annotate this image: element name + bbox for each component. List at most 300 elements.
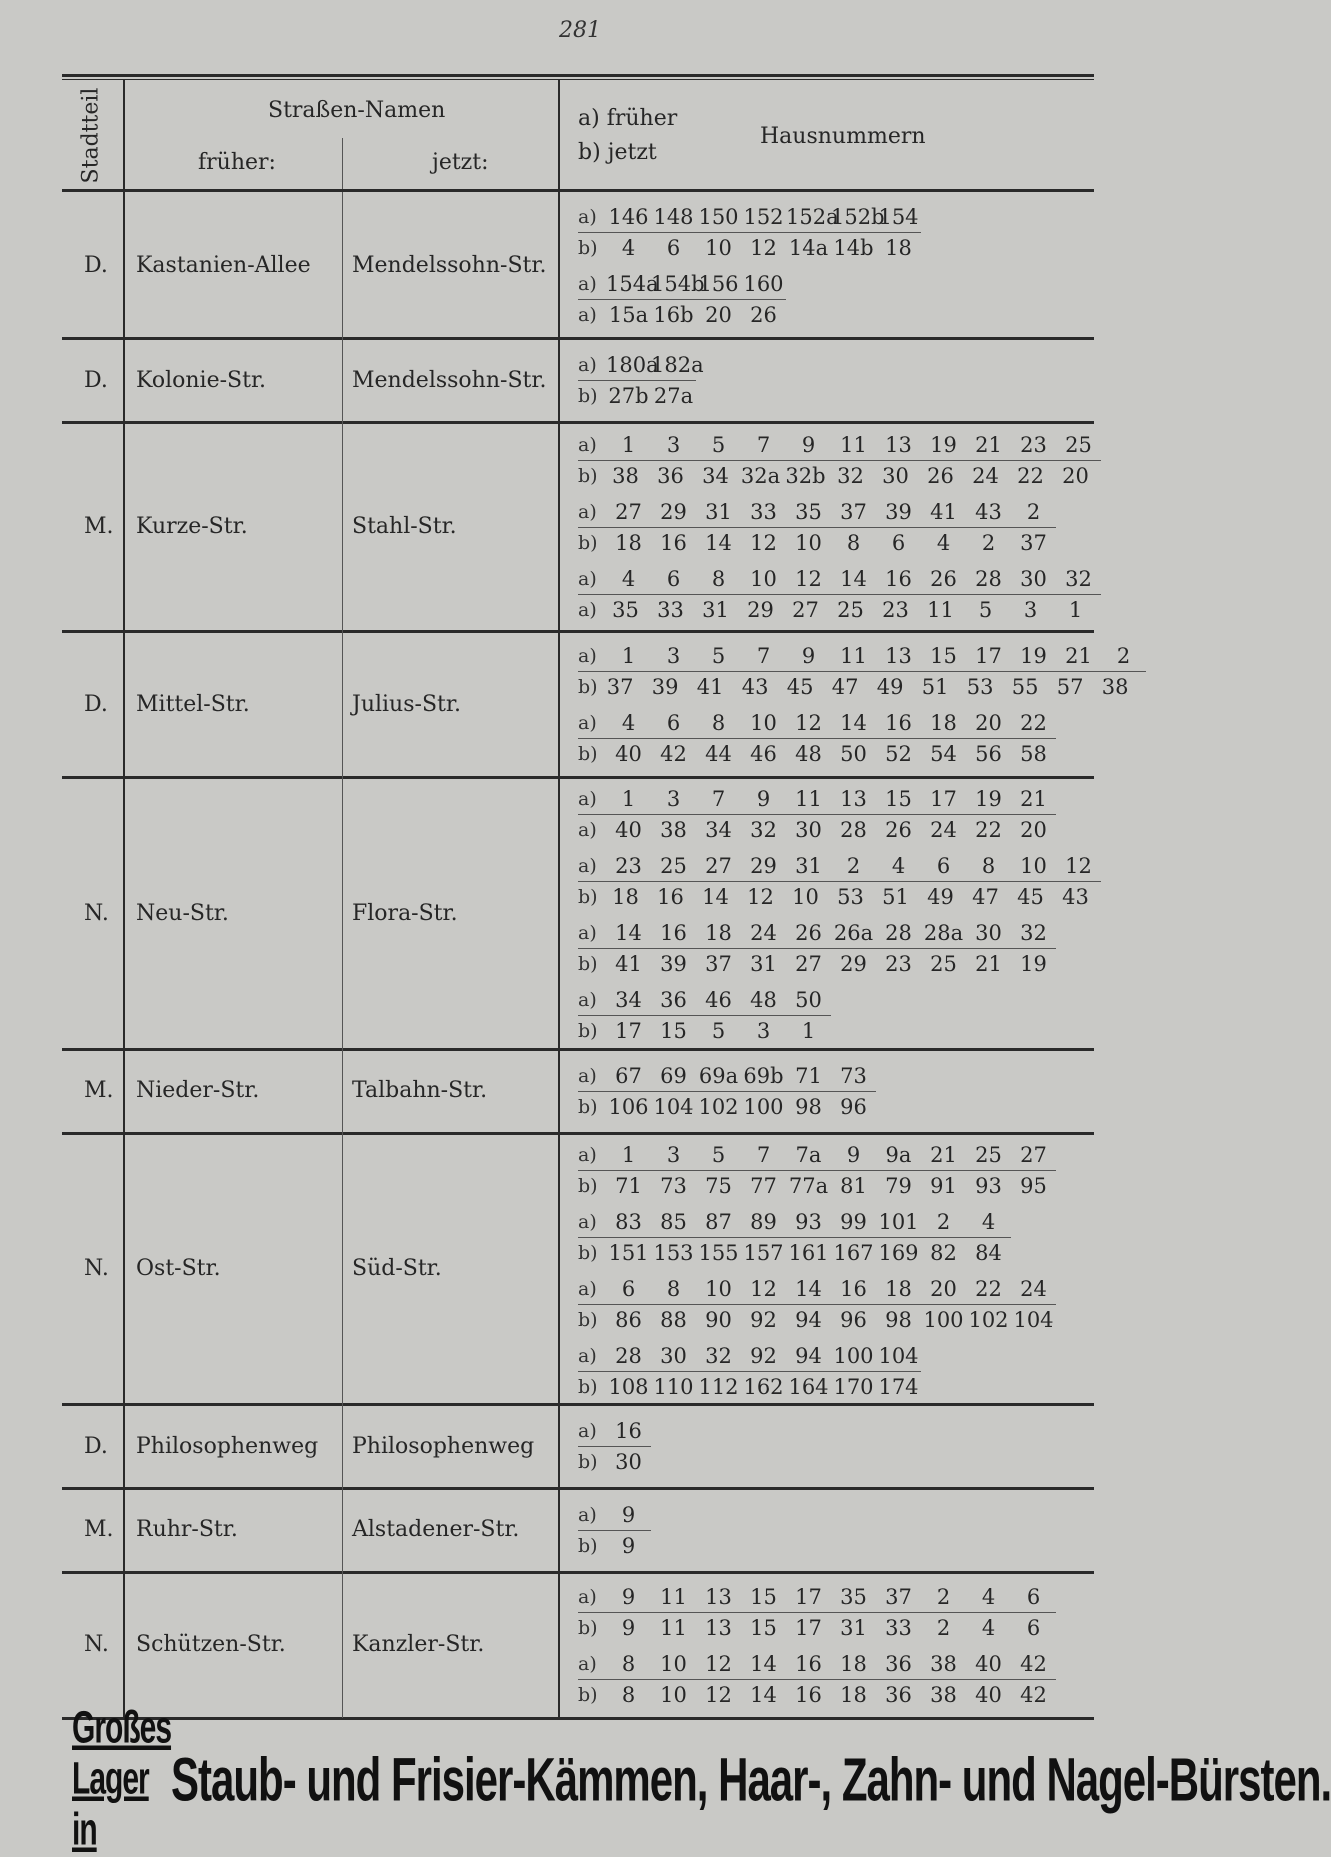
former-street-name: Kolonie-Str.: [136, 367, 267, 393]
house-number: 44: [705, 742, 732, 767]
house-number: 25: [930, 952, 957, 977]
banner-lead-text: Großes Lager in: [72, 1703, 172, 1855]
row-label-b: a): [578, 304, 597, 327]
house-number: 36: [885, 1651, 912, 1676]
house-number: 13: [840, 787, 867, 812]
house-number: 51: [921, 675, 949, 700]
house-number: 83: [615, 1209, 642, 1234]
house-number: 27b: [608, 384, 649, 409]
banner-main-text: Staub- und Frisier-Kämmen, Haar-, Zahn- und Nagel-Bürsten.: [171, 1745, 1331, 1814]
house-number: 37: [1020, 531, 1047, 556]
row-label-a: a): [578, 354, 597, 377]
current-street-name: Flora-Str.: [352, 900, 458, 926]
house-number: 12: [795, 567, 822, 592]
house-number: 5: [978, 598, 993, 623]
house-number: 15: [750, 1615, 777, 1640]
current-numbers-row: [578, 1447, 1098, 1477]
house-number: 40: [975, 1651, 1002, 1676]
current-numbers-row: [578, 1372, 1098, 1402]
house-number: 17: [615, 1019, 642, 1044]
house-number: 43: [975, 500, 1002, 525]
house-number: 30: [795, 818, 822, 843]
house-number: 164: [788, 1374, 829, 1399]
house-number: 14: [750, 1651, 777, 1676]
current-numbers-row: [578, 1680, 1098, 1710]
house-number: 12: [750, 236, 777, 261]
house-number: 108: [608, 1374, 649, 1399]
house-number: 35: [612, 598, 639, 623]
district-cell: D.: [84, 367, 108, 393]
row-label-b: b): [578, 1020, 598, 1043]
house-number: 29: [660, 500, 687, 525]
row-label-a: a): [578, 788, 597, 811]
house-number: 73: [840, 1063, 867, 1088]
row-label-a: a): [578, 1585, 597, 1608]
row-label-b: b): [578, 1241, 598, 1264]
house-number: 9: [621, 1502, 636, 1527]
row-label-b: a): [578, 599, 597, 622]
house-number: 99: [840, 1209, 867, 1234]
current-numbers-row: [578, 1238, 1098, 1268]
house-number: 18: [885, 236, 912, 261]
district-cell: D.: [84, 691, 108, 717]
house-number: 162: [743, 1374, 784, 1399]
current-numbers-row: [578, 949, 1098, 979]
house-number: 8: [621, 1651, 636, 1676]
house-number: 24: [930, 818, 957, 843]
house-number: 6: [621, 1276, 636, 1301]
column-divider-former-current: [342, 192, 343, 1718]
house-number: 4: [936, 531, 951, 556]
former-numbers-row: [578, 1274, 1056, 1305]
current-numbers-row: [578, 672, 1129, 702]
former-numbers-row: [578, 1500, 651, 1531]
house-number: 9: [801, 433, 816, 458]
row-label-b: b): [578, 532, 598, 555]
house-number: 5: [711, 433, 726, 458]
house-number: 28: [840, 818, 867, 843]
house-numbers-block: [578, 430, 1098, 625]
house-number: 170: [833, 1374, 874, 1399]
house-numbers-block: [578, 784, 1098, 1046]
column-divider-district: [123, 80, 125, 1718]
house-number: 180a: [606, 353, 659, 378]
house-number: 19: [975, 787, 1002, 812]
house-numbers-header: Hausnummern: [760, 124, 926, 149]
house-number: 32: [750, 818, 777, 843]
former-street-name: Nieder-Str.: [136, 1078, 260, 1104]
former-numbers-row: [578, 641, 1146, 672]
house-number: 4: [981, 1584, 996, 1609]
house-number: 36: [660, 988, 687, 1013]
row-divider: [62, 1717, 1094, 1720]
a-former-header: a) früher: [578, 106, 678, 131]
district-cell: M.: [84, 513, 114, 539]
house-number: 10: [750, 711, 777, 736]
house-number: 10: [1020, 854, 1047, 879]
current-numbers-row: [578, 739, 1098, 769]
house-number: 24: [1020, 1276, 1047, 1301]
row-divider: [62, 1048, 1094, 1051]
current-numbers-row: [578, 1613, 1098, 1643]
former-street-name: Schützen-Str.: [136, 1632, 286, 1658]
house-numbers-block: [578, 1140, 1098, 1402]
house-number: 15: [885, 787, 912, 812]
row-label-a: a): [578, 1143, 597, 1166]
house-number: 37: [705, 952, 732, 977]
house-number: 16: [885, 711, 912, 736]
house-number: 25: [1065, 433, 1092, 458]
row-divider: [62, 1403, 1094, 1406]
house-number: 102: [698, 1094, 739, 1119]
house-numbers-block: [578, 1582, 1098, 1710]
row-label-b: b): [578, 1095, 598, 1118]
house-number: 22: [1017, 464, 1044, 489]
former-numbers-row: [578, 1416, 651, 1447]
house-number: 38: [930, 1682, 957, 1707]
advertisement-banner: [72, 1703, 1331, 1855]
district-cell: N.: [84, 1632, 109, 1658]
former-street-name: Neu-Str.: [136, 900, 229, 926]
house-number: 41: [930, 500, 957, 525]
house-number: 7: [756, 1142, 771, 1167]
house-number: 10: [705, 1276, 732, 1301]
house-number: 28: [615, 1343, 642, 1368]
house-number: 35: [840, 1584, 867, 1609]
house-number: 96: [840, 1307, 867, 1332]
house-number: 18: [705, 921, 732, 946]
house-number: 6: [1026, 1615, 1041, 1640]
house-number: 16: [840, 1276, 867, 1301]
house-number: 150: [698, 205, 739, 230]
row-label-b: b): [578, 385, 598, 408]
house-number: 71: [615, 1173, 642, 1198]
former-street-name: Philosophenweg: [136, 1433, 319, 1459]
house-number: 26: [930, 567, 957, 592]
house-numbers-block: [578, 350, 1098, 411]
row-divider: [62, 337, 1094, 340]
row-label-a: a): [578, 922, 597, 945]
house-number: 12: [795, 711, 822, 736]
house-number: 16: [885, 567, 912, 592]
house-number: 12: [1065, 854, 1092, 879]
house-number: 27: [795, 952, 822, 977]
house-number: 9: [621, 1615, 636, 1640]
house-number: 24: [750, 921, 777, 946]
house-number: 20: [705, 303, 732, 328]
row-label-a: a): [578, 1503, 597, 1526]
house-number: 40: [615, 818, 642, 843]
house-number: 14: [615, 921, 642, 946]
district-cell: D.: [84, 252, 108, 278]
row-label-a: a): [578, 1210, 597, 1233]
house-number: 11: [660, 1615, 687, 1640]
former-numbers-row: [578, 1061, 876, 1092]
house-number: 69b: [743, 1063, 784, 1088]
house-number: 3: [666, 644, 681, 669]
house-number: 69a: [698, 1063, 739, 1088]
district-cell: N.: [84, 1256, 109, 1282]
current-numbers-row: [578, 528, 1098, 558]
house-number: 104: [1013, 1307, 1054, 1332]
house-number: 154: [878, 205, 919, 230]
house-number: 41: [615, 952, 642, 977]
house-number: 26: [750, 303, 777, 328]
house-number: 5: [711, 644, 726, 669]
house-numbers-block: [578, 641, 1131, 769]
house-number: 20: [975, 711, 1002, 736]
house-number: 12: [747, 885, 774, 910]
house-number: 112: [698, 1374, 739, 1399]
row-label-a: a): [578, 1277, 597, 1300]
house-number: 12: [750, 531, 777, 556]
house-number: 146: [608, 205, 649, 230]
house-number: 32: [1020, 921, 1047, 946]
house-number: 96: [840, 1094, 867, 1119]
house-number: 24: [972, 464, 999, 489]
house-number: 92: [750, 1343, 777, 1368]
former-numbers-row: [578, 784, 1056, 815]
house-number: 30: [882, 464, 909, 489]
house-numbers-block: [578, 1416, 1098, 1477]
house-number: 8: [981, 854, 996, 879]
house-number: 42: [660, 742, 687, 767]
house-number: 26: [795, 921, 822, 946]
house-number: 9: [801, 644, 816, 669]
house-number: 46: [750, 742, 777, 767]
house-number: 82: [930, 1240, 957, 1265]
house-number: 6: [666, 236, 681, 261]
house-number: 26a: [833, 921, 874, 946]
house-number: 7: [756, 644, 771, 669]
former-numbers-row: [578, 497, 1056, 528]
current-numbers-row: [578, 815, 1098, 845]
district-column-header: [62, 82, 120, 188]
house-number: 98: [885, 1307, 912, 1332]
house-number: 47: [831, 675, 859, 700]
district-cell: N.: [84, 900, 109, 926]
house-number: 33: [750, 500, 777, 525]
row-label-b: b): [578, 953, 598, 976]
row-label-a: a): [578, 1064, 597, 1087]
former-numbers-row: [578, 1649, 1056, 1680]
house-number: 38: [1101, 675, 1129, 700]
current-street-name: Alstadener-Str.: [352, 1517, 520, 1543]
house-number: 31: [840, 1615, 867, 1640]
house-number: 8: [846, 531, 861, 556]
house-number: 31: [702, 598, 729, 623]
row-divider: [62, 1132, 1094, 1135]
house-number: 41: [696, 675, 724, 700]
house-number: 14a: [788, 236, 829, 261]
house-number: 39: [885, 500, 912, 525]
row-divider: [62, 1571, 1094, 1574]
former-numbers-row: [578, 851, 1101, 882]
house-number: 43: [1062, 885, 1089, 910]
house-numbers-block: [578, 1500, 1098, 1561]
row-label-a: a): [578, 1344, 597, 1367]
house-number: 94: [795, 1343, 822, 1368]
house-number: 29: [747, 598, 774, 623]
current-street-name: Kanzler-Str.: [352, 1632, 485, 1658]
header-bottom-rule: [62, 189, 1094, 192]
house-number: 9: [846, 1142, 861, 1167]
house-number: 52: [885, 742, 912, 767]
house-number: 3: [1023, 598, 1038, 623]
house-number: 86: [615, 1307, 642, 1332]
row-label-b: b): [578, 886, 598, 909]
row-label-a: a): [578, 1420, 597, 1443]
house-number: 98: [795, 1094, 822, 1119]
house-number: 58: [1020, 742, 1047, 767]
former-street-name: Ruhr-Str.: [136, 1517, 238, 1543]
row-label-a: a): [578, 501, 597, 524]
house-number: 174: [878, 1374, 919, 1399]
house-number: 4: [621, 567, 636, 592]
house-number: 75: [705, 1173, 732, 1198]
former-numbers-row: [578, 1341, 921, 1372]
house-number: 27: [1020, 1142, 1047, 1167]
house-number: 2: [981, 531, 996, 556]
row-label-a: a): [578, 712, 597, 735]
house-number: 50: [840, 742, 867, 767]
house-number: 157: [743, 1240, 784, 1265]
current-numbers-row: [578, 1016, 1098, 1046]
former-street-name: Ost-Str.: [136, 1256, 221, 1282]
row-label-b: b): [578, 1375, 598, 1398]
current-numbers-row: [578, 1305, 1098, 1335]
row-label-b: b): [578, 465, 598, 488]
house-number: 51: [882, 885, 909, 910]
former-street-name: Kastanien-Allee: [136, 252, 311, 278]
house-number: 9: [621, 1533, 636, 1558]
house-number: 31: [750, 952, 777, 977]
current-numbers-row: [578, 381, 1098, 411]
house-number: 100: [743, 1094, 784, 1119]
top-double-rule-inner: [62, 79, 1094, 80]
former-numbers-row: [578, 918, 1056, 949]
house-number: 9: [756, 787, 771, 812]
former-numbers-row: [578, 708, 1056, 739]
house-number: 37: [885, 1584, 912, 1609]
former-numbers-row: [578, 1582, 1056, 1613]
house-number: 18: [885, 1276, 912, 1301]
house-number: 32a: [740, 464, 781, 489]
house-number: 91: [930, 1173, 957, 1198]
house-number: 81: [840, 1173, 867, 1198]
house-number: 7: [756, 433, 771, 458]
row-label-a: a): [578, 568, 597, 591]
house-number: 28: [975, 567, 1002, 592]
house-number: 22: [975, 1276, 1002, 1301]
house-number: 11: [660, 1584, 687, 1609]
house-number: 3: [756, 1019, 771, 1044]
house-number: 15: [660, 1019, 687, 1044]
house-number: 10: [660, 1651, 687, 1676]
house-number: 54: [930, 742, 957, 767]
former-numbers-row: [578, 350, 704, 381]
house-number: 10: [705, 236, 732, 261]
house-number: 1: [621, 787, 636, 812]
house-number: 14: [705, 531, 732, 556]
house-number: 14: [795, 1276, 822, 1301]
current-street-name: Philosophenweg: [352, 1433, 535, 1459]
page-number: 281: [559, 18, 601, 43]
house-number: 14b: [833, 236, 874, 261]
house-number: 13: [885, 644, 912, 669]
house-number: 38: [660, 818, 687, 843]
row-label-b: a): [578, 819, 597, 842]
house-number: 25: [837, 598, 864, 623]
house-number: 17: [795, 1584, 822, 1609]
house-number: 9: [621, 1584, 636, 1609]
house-number: 39: [651, 675, 679, 700]
house-number: 19: [930, 433, 957, 458]
house-number: 151: [608, 1240, 649, 1265]
house-number: 2: [936, 1209, 951, 1234]
row-label-b: b): [578, 1174, 598, 1197]
row-label-b: b): [578, 676, 598, 699]
row-label-b: b): [578, 1451, 598, 1474]
house-number: 17: [795, 1615, 822, 1640]
house-number: 90: [705, 1307, 732, 1332]
house-number: 182a: [651, 353, 704, 378]
house-number: 16: [795, 1651, 822, 1676]
house-number: 154b: [651, 272, 705, 297]
former-header: früher:: [198, 150, 276, 175]
former-numbers-row: [578, 564, 1101, 595]
house-number: 36: [885, 1682, 912, 1707]
row-divider: [62, 1487, 1094, 1490]
former-numbers-row: [578, 1207, 1011, 1238]
house-number: 13: [885, 433, 912, 458]
house-number: 71: [795, 1063, 822, 1088]
house-number: 2: [936, 1615, 951, 1640]
house-number: 11: [927, 598, 954, 623]
district-cell: D.: [84, 1433, 108, 1459]
house-number: 8: [621, 1682, 636, 1707]
house-number: 84: [975, 1240, 1002, 1265]
house-number: 23: [615, 854, 642, 879]
house-number: 20: [1020, 818, 1047, 843]
house-number: 1: [621, 433, 636, 458]
row-label-a: a): [578, 989, 597, 1012]
house-number: 6: [936, 854, 951, 879]
district-header-label: Stadtteil: [78, 87, 104, 183]
house-number: 31: [705, 500, 732, 525]
house-number: 4: [621, 711, 636, 736]
house-number: 27: [615, 500, 642, 525]
house-number: 1: [621, 644, 636, 669]
house-number: 26: [885, 818, 912, 843]
house-number: 6: [891, 531, 906, 556]
house-number: 10: [792, 885, 819, 910]
house-number: 106: [608, 1094, 649, 1119]
house-number: 2: [936, 1584, 951, 1609]
row-label-a: a): [578, 855, 597, 878]
house-number: 2: [1026, 500, 1041, 525]
house-number: 152b: [831, 205, 885, 230]
current-numbers-row: [578, 300, 1098, 330]
house-number: 49: [876, 675, 904, 700]
house-number: 34: [702, 464, 729, 489]
house-number: 7a: [795, 1142, 822, 1167]
house-number: 7: [711, 787, 726, 812]
house-number: 21: [1065, 644, 1092, 669]
house-number: 16: [657, 885, 684, 910]
former-numbers-row: [578, 269, 786, 300]
house-number: 46: [705, 988, 732, 1013]
